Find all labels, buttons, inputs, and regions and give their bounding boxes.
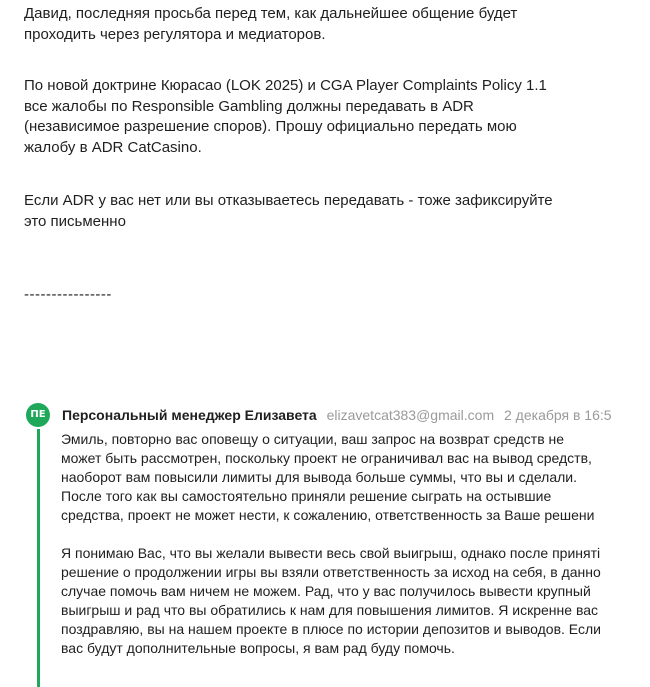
- paragraph-gap: [61, 525, 643, 544]
- quoted-message: [26, 398, 650, 687]
- quoted-line: Я понимаю Вас, что вы желали вывести весь свой выигрыш, однако после приняті: [61, 545, 601, 561]
- sender-name[interactable]: Персональный менеджер Елизавета: [62, 407, 317, 423]
- message-paragraph: Если ADR у вас нет или вы отказываетесь передавать - тоже зафиксируйте это письменно: [24, 192, 553, 230]
- quoted-line: случае помочь вам ничем не можем. Рад, что у вас получилось вывести крупный: [61, 583, 591, 599]
- quoted-line: поздравляю, вы на нашем проекте в плюсе по истории депозитов и выводов. Если: [61, 621, 601, 637]
- message-paragraph: По новой доктрине Кюрасао (LOK 2025) и CGA Player Complaints Policy 1.1 все жалобы по Responsible Gambling должны передавать в ADR (независимое разрешение споров). Прошу официально передать мою жалобу в ADR CatCasino.: [24, 77, 547, 156]
- message-paragraph: Давид, последняя просьба перед тем, как дальнейшее общение будет проходить через регулятора и медиаторов.: [24, 5, 518, 43]
- quoted-line: После того как вы самостоятельно приняли решение сыграть на остывшие: [61, 488, 552, 504]
- quoted-line: вас будут дополнительные вопросы, я вам рад буду помочь.: [61, 640, 455, 656]
- quoted-line: средства, проект не может нести, к сожалению, ответственность за Ваше решени: [61, 507, 595, 523]
- quoted-message-header: [62, 406, 650, 424]
- sent-date: 2 декабря в 16:5: [504, 407, 612, 423]
- quoted-message-text: [61, 430, 643, 658]
- signature-separator: ----------------: [24, 286, 112, 303]
- quoted-line: решение о продолжении игры вы взяли ответственность за исход на себя, в данно: [61, 564, 601, 580]
- quoted-line: Эмиль, повторно вас оповещу о ситуации, ваш запрос на возврат средств не: [61, 431, 565, 447]
- quote-bar: [37, 429, 40, 687]
- quoted-line: может быть рассмотрен, поскольку проект не ограничивал вас на вывод средств,: [61, 450, 592, 466]
- sender-email[interactable]: elizavetcat383@gmail.com: [326, 407, 495, 423]
- quoted-line: выигрыш и рад что вы обратились к нам для повышения лимитов. Я искренне вас: [61, 602, 599, 618]
- sender-avatar[interactable]: ПЕ: [26, 403, 50, 427]
- quoted-line: наоборот вам повысили лимиты для вывода больше суммы, что вы и сделали.: [61, 469, 577, 485]
